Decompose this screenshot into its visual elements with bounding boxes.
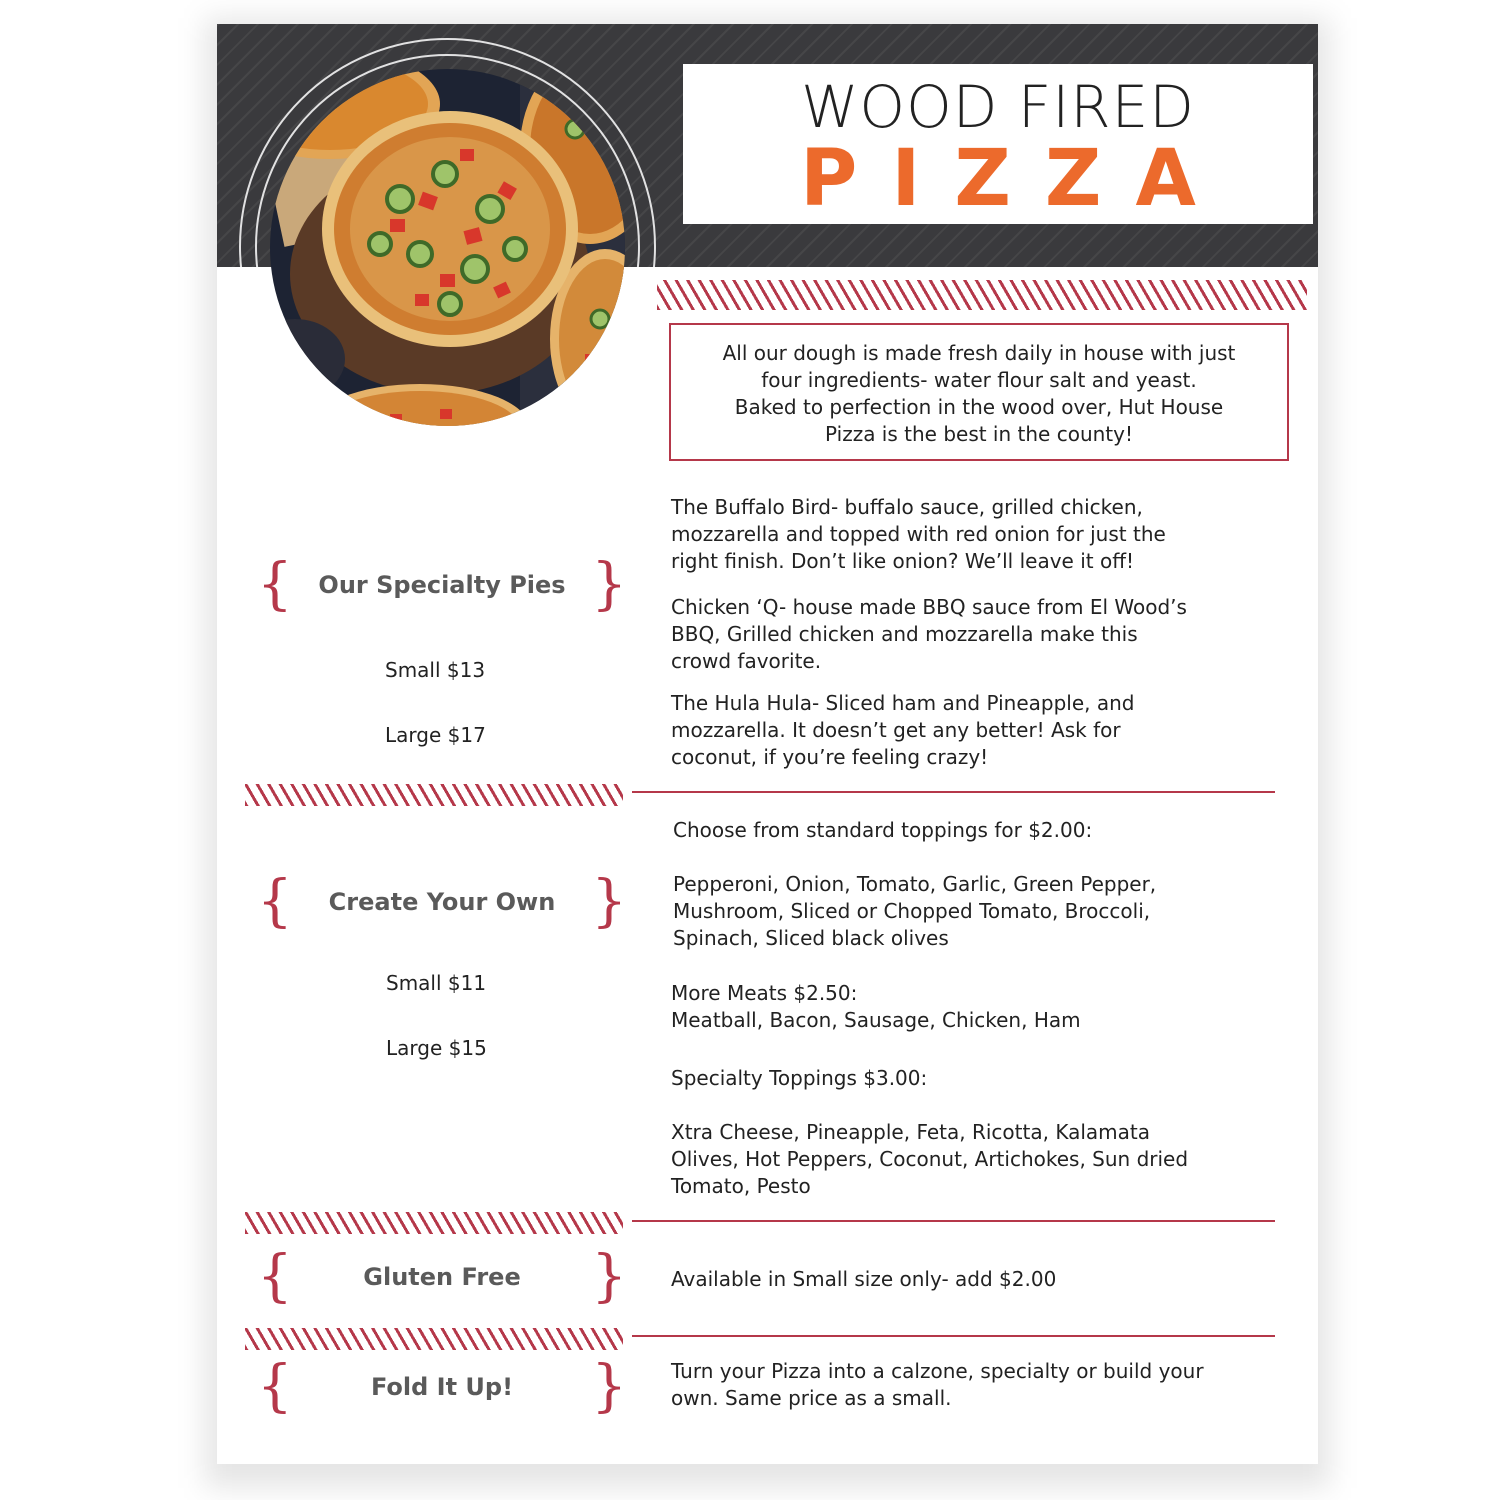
section-title: Our Specialty Pies xyxy=(318,571,566,599)
description-more-meats: More Meats $2.50: Meatball, Bacon, Sausage, Chicken, Ham xyxy=(671,981,1081,1032)
section-title: Gluten Free xyxy=(363,1263,521,1291)
title-wood-fired: WOOD FIRED xyxy=(801,73,1195,141)
description-buffalo-bird: The Buffalo Bird- buffalo sauce, grilled chicken, mozzarella and topped with red onion for just the right finish. Don’t like onion? We’ll leave it off! xyxy=(671,495,1166,573)
section-stripes xyxy=(245,1328,623,1350)
description-hula-hula: The Hula Hula- Sliced ham and Pineapple, and mozzarella. It doesn’t get any better! Ask for coconut, if you’re feeling crazy! xyxy=(671,691,1135,769)
description-gluten-free: Available in Small size only- add $2.00 xyxy=(671,1267,1057,1291)
header-stripes xyxy=(657,280,1307,310)
price-large: Large $17 xyxy=(385,723,486,747)
section-heading-fold-it-up xyxy=(257,1355,627,1419)
intro-line: All our dough is made fresh daily in house with just xyxy=(722,341,1236,365)
right-brace-icon: } xyxy=(591,869,627,934)
intro-line: Baked to perfection in the wood over, Hut House xyxy=(734,395,1224,419)
description-specialty-toppings-header: Specialty Toppings $3.00: xyxy=(671,1066,928,1090)
price-small: Small $11 xyxy=(386,971,487,995)
description-standard-toppings: Pepperoni, Onion, Tomato, Garlic, Green Pepper, Mushroom, Sliced or Chopped Tomato, Broccoli, Spinach, Sliced black olives xyxy=(673,872,1157,950)
section-divider xyxy=(632,1335,1275,1337)
section-heading-gluten-free xyxy=(257,1245,627,1309)
section-heading-specialty-pies xyxy=(257,553,627,617)
intro-text xyxy=(671,340,1287,448)
left-brace-icon: { xyxy=(257,1354,293,1419)
section-stripes xyxy=(245,1212,623,1234)
left-brace-icon: { xyxy=(257,1244,293,1309)
section-divider xyxy=(632,791,1275,793)
price-small: Small $13 xyxy=(385,658,486,682)
section-divider xyxy=(632,1220,1275,1222)
pizza-photo xyxy=(270,69,625,426)
right-brace-icon: } xyxy=(591,1244,627,1309)
description-chicken-q: Chicken ‘Q- house made BBQ sauce from El Wood’s BBQ, Grilled chicken and mozzarella make this crowd favorite. xyxy=(671,595,1187,673)
description-standard-toppings-header: Choose from standard toppings for $2.00: xyxy=(673,818,1093,842)
title-box xyxy=(683,64,1313,224)
left-brace-icon: { xyxy=(257,869,293,934)
description-fold-it-up: Turn your Pizza into a calzone, specialty or build your own. Same price as a small. xyxy=(671,1359,1204,1410)
intro-box xyxy=(669,323,1289,461)
left-brace-icon: { xyxy=(257,552,293,617)
right-brace-icon: } xyxy=(591,1354,627,1419)
description-specialty-toppings: Xtra Cheese, Pineapple, Feta, Ricotta, Kalamata Olives, Hot Peppers, Coconut, Artichokes, Sun dried Tomato, Pesto xyxy=(671,1120,1189,1198)
section-heading-create-your-own xyxy=(257,870,627,934)
right-brace-icon: } xyxy=(591,552,627,617)
intro-line: four ingredients- water flour salt and yeast. xyxy=(761,368,1197,392)
intro-line: Pizza is the best in the county! xyxy=(825,422,1133,446)
section-title: Create Your Own xyxy=(328,888,556,916)
section-title: Fold It Up! xyxy=(370,1373,514,1401)
section-stripes xyxy=(245,784,623,806)
price-large: Large $15 xyxy=(386,1036,487,1060)
title-pizza: PIZZA xyxy=(800,134,1230,224)
pizza-illustration xyxy=(270,69,625,426)
menu-page xyxy=(217,24,1318,1464)
